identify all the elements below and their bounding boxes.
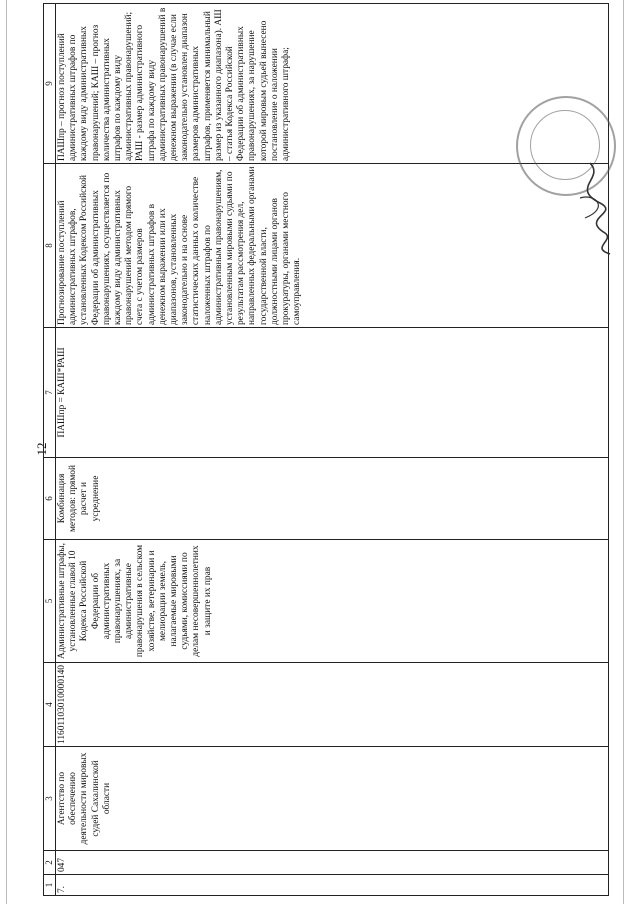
scan-edge-line (6, 0, 7, 904)
col-header-3: 3 (44, 747, 56, 851)
col-header-4: 4 (44, 663, 56, 747)
col-header-5: 5 (44, 540, 56, 663)
scan-edge-line (623, 0, 624, 904)
col-header-6: 6 (44, 458, 56, 540)
col-header-2: 2 (44, 851, 56, 875)
forecast-method: Комбинация методов: прямой расчет и усреднение (56, 458, 609, 540)
indicator-descriptions: ПАШпр – прогноз поступлений административных штрафов по каждому виду административных правонарушений; КАШ – прогноз количества административных штрафов по каждому виду административных правонарушений; РАШ - размер административного штрафа по каждому виду административных правонарушений в денежном выражении (в случае если законодательно установлен диапазон размеров административных штрафов, применяется минимальный размер из указанного диапазона). АШ – статья Кодекса Российской Федерации об административных правонарушениях, за нарушение которой мировым судьей вынесено постановление о наложении административного штрафа; (56, 4, 609, 164)
calculation-formula: ПАШпр = КАШ*РАШ (56, 328, 609, 458)
column-number-row (44, 4, 56, 896)
calculation-algorithm: Прогнозирование поступлений административных штрафов, установленных Кодексом Российской Федерации об административных правонарушениях, осуществляется по каждому виду административных правонарушений методом прямого счета с учетом размеров административных штрафов в денежном выражении или их диапазонов, установленных законодательно и на основе статистических данных о количестве наложенных штрафов по административным правонарушениям, установленным мировыми судьями по результатам рассмотрения дел, направленных федеральными органами государственной власти, должностными лицами органов прокуратуры, органами местного самоуправления. (56, 164, 609, 328)
revenue-name: Административные штрафы, установленные главой 10 Кодекса Российской Федерации об административных правонарушениях, за административные правонарушения в сельском хозяйстве, ветеринарии и мелиорации земель, налагаемые мировыми судьями, комиссиями по делам несовершеннолетних и защите их прав (56, 540, 609, 663)
col-header-9: 9 (44, 4, 56, 164)
kbk-code: 11601103010000140 (56, 663, 609, 747)
col-header-7: 7 (44, 328, 56, 458)
administrator-name: Агентство по обеспечению деятельности мировых судей Сахалинской области (56, 747, 609, 851)
col-header-1: 1 (44, 875, 56, 896)
admin-code: 047 (56, 851, 609, 875)
col-header-8: 8 (44, 164, 56, 328)
row-number: 7. (56, 875, 609, 896)
page-number: 12 (34, 442, 49, 456)
signature-icon (560, 158, 630, 258)
